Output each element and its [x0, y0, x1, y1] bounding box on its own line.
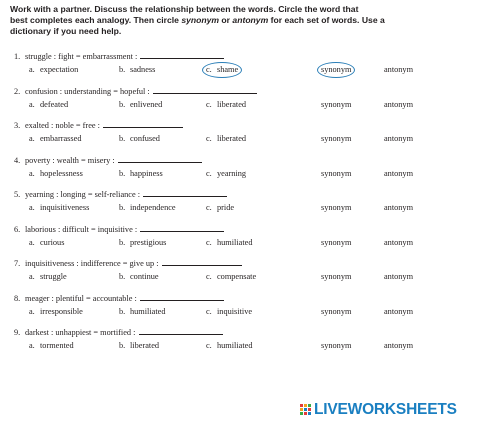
synonym-choice[interactable]: synonym [321, 65, 352, 74]
option-letter: c. [206, 203, 212, 212]
liveworksheets-logo [300, 402, 457, 418]
option-text: curious [40, 237, 65, 247]
option-letter: b. [119, 272, 126, 281]
option-text: hopelessness [40, 168, 83, 178]
question-stem [14, 292, 224, 304]
instructions-text: best completes each analogy. Then circle [10, 15, 182, 25]
option-text: continue [130, 272, 159, 281]
antonym-choice[interactable]: antonym [384, 272, 414, 281]
antonym-choice[interactable]: antonym [384, 99, 414, 109]
answer-blank[interactable] [140, 292, 224, 301]
option-a[interactable] [29, 340, 74, 352]
option-text: embarrassed [40, 134, 82, 143]
answer-blank[interactable] [139, 326, 223, 335]
question-number: 4. [14, 155, 21, 165]
option-text: humiliated [130, 306, 166, 316]
option-b[interactable] [119, 271, 159, 283]
synonym-choice[interactable]: synonym [321, 203, 352, 212]
option-letter: b. [119, 306, 126, 316]
question-number: 9. [14, 328, 21, 337]
option-b[interactable] [119, 64, 155, 76]
option-letter: a. [29, 99, 35, 109]
instructions-line-2 [10, 15, 440, 26]
answer-blank[interactable] [140, 223, 224, 232]
option-letter: c. [206, 134, 212, 143]
antonym-choice[interactable]: antonym [384, 203, 414, 212]
option-c[interactable] [206, 64, 238, 76]
option-a[interactable] [29, 202, 89, 214]
option-text: independence [130, 203, 176, 212]
synonym-choice[interactable]: synonym [321, 306, 352, 316]
option-letter: c. [206, 99, 212, 109]
option-a[interactable] [29, 133, 81, 145]
option-a[interactable] [29, 271, 67, 283]
option-b[interactable] [119, 237, 166, 249]
option-text: humiliated [217, 237, 253, 247]
option-b[interactable] [119, 168, 163, 180]
option-letter: b. [119, 168, 126, 178]
answer-blank[interactable] [143, 188, 227, 197]
question-stem [14, 154, 202, 166]
synonym-choice[interactable]: synonym [321, 168, 352, 178]
option-text: prestigious [130, 237, 167, 247]
antonym-choice[interactable]: antonym [384, 65, 414, 74]
option-text: liberated [217, 99, 247, 109]
question-number: 1. [14, 52, 21, 61]
option-letter: b. [119, 203, 126, 212]
question-stem [14, 188, 227, 200]
synonym-choice[interactable]: synonym [321, 341, 352, 350]
option-a[interactable] [29, 99, 68, 111]
analogy-text: darkest : unhappiest = mortified : [25, 328, 136, 337]
antonym-choice[interactable]: antonym [384, 341, 414, 350]
question-stem [14, 119, 183, 131]
option-letter: a. [29, 134, 35, 143]
question-item [0, 154, 480, 185]
question-item [0, 85, 480, 116]
option-letter: c. [206, 65, 212, 74]
logo-text: LIVEWORKSHEETS [314, 401, 457, 418]
option-text: struggle [40, 272, 67, 281]
analogy-text: inquisitiveness : indifference = give up : [25, 259, 159, 268]
question-number: 6. [14, 224, 21, 234]
question-number: 3. [14, 121, 21, 130]
option-b[interactable] [119, 306, 166, 318]
synonym-choice[interactable]: synonym [321, 237, 352, 247]
antonym-choice[interactable]: antonym [384, 306, 414, 316]
option-letter: a. [29, 65, 35, 74]
antonym-choice[interactable]: antonym [384, 134, 414, 143]
instructions-text: for each set of words. Use a [268, 15, 385, 25]
answer-blank[interactable] [153, 85, 257, 94]
question-stem [14, 326, 223, 338]
option-letter: c. [206, 237, 212, 247]
option-b[interactable] [119, 202, 176, 214]
option-letter: b. [119, 65, 126, 74]
option-b[interactable] [119, 133, 160, 145]
question-number: 8. [14, 293, 21, 303]
option-a[interactable] [29, 64, 78, 76]
option-text: inquisitive [217, 306, 253, 316]
option-text: expectation [40, 65, 79, 74]
question-item [0, 223, 480, 254]
option-letter: a. [29, 203, 35, 212]
option-c[interactable] [206, 133, 246, 145]
analogy-text: laborious : difficult = inquisitive : [25, 224, 138, 234]
option-letter: a. [29, 306, 35, 316]
analogy-text: yearning : longing = self-reliance : [25, 190, 141, 199]
synonym-choice[interactable]: synonym [321, 99, 352, 109]
question-item [0, 292, 480, 323]
answer-blank[interactable] [103, 119, 183, 128]
option-c[interactable] [206, 340, 253, 352]
option-letter: b. [119, 99, 126, 109]
question-number: 7. [14, 259, 21, 268]
option-text: liberated [217, 134, 247, 143]
logo-mark-icon [300, 404, 312, 416]
option-text: compensate [217, 272, 257, 281]
question-item [0, 188, 480, 219]
option-text: irresponsible [40, 306, 83, 316]
option-text: yearning [217, 168, 247, 178]
question-stem [14, 223, 224, 235]
option-text: pride [217, 203, 235, 212]
antonym-choice[interactable]: antonym [384, 237, 414, 247]
synonym-choice[interactable]: synonym [321, 134, 352, 143]
analogy-text: meager : plentiful = accountable : [25, 293, 137, 303]
option-letter: b. [119, 341, 126, 350]
analogy-text: exalted : noble = free : [25, 121, 100, 130]
option-text: sadness [130, 65, 156, 74]
question-number: 2. [14, 86, 21, 96]
instructions-synonym: synonym [181, 15, 220, 25]
option-letter: c. [206, 272, 212, 281]
option-text: confused [130, 134, 160, 143]
option-letter: a. [29, 341, 35, 350]
option-letter: c. [206, 168, 212, 178]
analogy-text: confusion : understanding = hopeful : [25, 86, 150, 96]
question-item [0, 50, 480, 81]
answer-blank[interactable] [162, 257, 242, 266]
option-letter: c. [206, 341, 212, 350]
option-text: humiliated [217, 341, 253, 350]
analogy-text: poverty : wealth = misery : [25, 155, 115, 165]
option-text: happiness [130, 168, 163, 178]
instructions [10, 4, 440, 37]
option-c[interactable] [206, 237, 253, 249]
answer-blank[interactable] [118, 154, 202, 163]
option-b[interactable] [119, 340, 159, 352]
option-text: liberated [130, 341, 160, 350]
option-c[interactable] [206, 271, 256, 283]
question-stem [14, 257, 242, 269]
option-text: tormented [40, 341, 74, 350]
synonym-choice[interactable]: synonym [321, 272, 352, 281]
option-c[interactable] [206, 168, 246, 180]
question-item [0, 326, 480, 357]
analogy-text: struggle : fight = embarrassment : [25, 52, 138, 61]
option-text: defeated [40, 99, 69, 109]
question-item [0, 119, 480, 150]
option-letter: c. [206, 306, 212, 316]
option-letter: b. [119, 134, 126, 143]
option-text: enlivened [130, 99, 163, 109]
option-b[interactable] [119, 99, 162, 111]
option-c[interactable] [206, 202, 234, 214]
instructions-antonym: antonym [232, 15, 269, 25]
option-text: inquisitiveness [40, 203, 90, 212]
option-a[interactable] [29, 237, 64, 249]
option-a[interactable] [29, 306, 83, 318]
option-letter: a. [29, 168, 35, 178]
option-letter: a. [29, 237, 35, 247]
option-letter: b. [119, 237, 126, 247]
instructions-line-3: dictionary if you need help. [10, 26, 122, 36]
option-c[interactable] [206, 306, 252, 318]
question-stem [14, 85, 257, 97]
antonym-choice[interactable]: antonym [384, 168, 414, 178]
question-item [0, 257, 480, 288]
instructions-text: or [219, 15, 233, 25]
option-text: shame [217, 65, 239, 74]
option-c[interactable] [206, 99, 246, 111]
option-letter: a. [29, 272, 35, 281]
instructions-line-1: Work with a partner. Discuss the relationship between the words. Circle the word that [10, 4, 359, 14]
option-a[interactable] [29, 168, 83, 180]
question-number: 5. [14, 190, 21, 199]
answer-blank[interactable] [140, 50, 224, 59]
question-stem [14, 50, 224, 62]
